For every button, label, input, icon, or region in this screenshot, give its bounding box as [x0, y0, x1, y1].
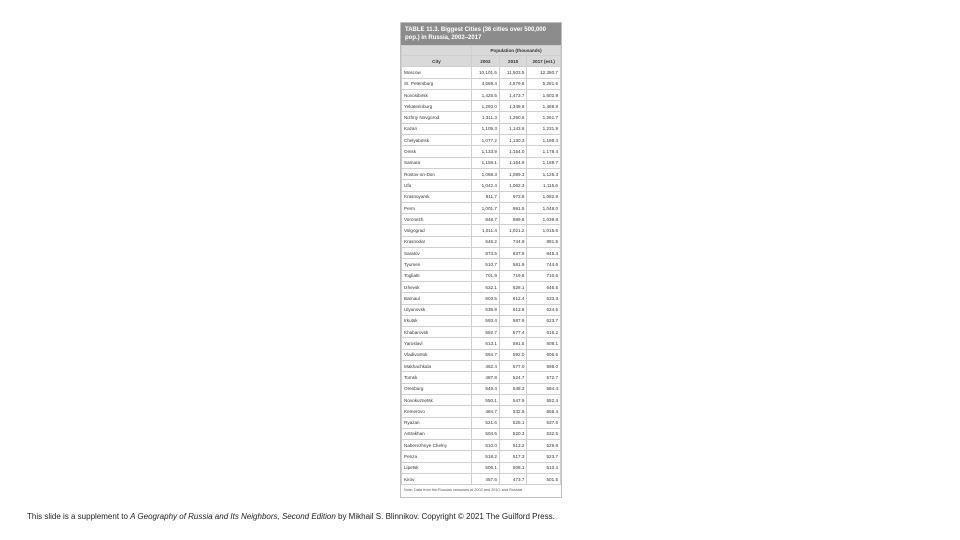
- population-cell: 1,261.7: [527, 112, 561, 123]
- population-cell: 473.7: [499, 473, 527, 484]
- population-cell: 744.9: [499, 236, 527, 247]
- city-name-cell: Kemerovo: [402, 406, 472, 417]
- population-cell: 462.4: [471, 361, 499, 372]
- population-cell: 524.7: [499, 372, 527, 383]
- population-cell: 1,468.8: [527, 101, 561, 112]
- cities-table: [401, 45, 561, 485]
- col-header-2010: 2010: [499, 56, 527, 67]
- population-cell: 1,048.0: [527, 202, 561, 213]
- population-cell: 577.4: [499, 327, 527, 338]
- population-cell: 525.1: [499, 417, 527, 428]
- population-cell: 710.6: [527, 270, 561, 281]
- population-cell: 587.9: [499, 315, 527, 326]
- population-cell: 11,503.5: [499, 67, 527, 78]
- population-table-figure: [400, 22, 562, 498]
- population-cell: 1,130.3: [499, 135, 527, 146]
- table-row: [402, 428, 561, 439]
- population-cell: 1,154.0: [499, 146, 527, 157]
- table-row: [402, 440, 561, 451]
- population-cell: 517.3: [499, 451, 527, 462]
- population-cell: 1,349.8: [499, 101, 527, 112]
- population-cell: 845.3: [527, 248, 561, 259]
- population-cell: 550.1: [471, 394, 499, 405]
- slide-footer: [27, 512, 555, 521]
- population-cell: 577.0: [499, 361, 527, 372]
- city-name-cell: Novokuznetsk: [402, 394, 472, 405]
- table-row: [402, 259, 561, 270]
- population-cell: 1,042.4: [471, 180, 499, 191]
- population-cell: 1,164.9: [499, 157, 527, 168]
- population-cell: 506.1: [471, 462, 499, 473]
- city-name-cell: Volgograd: [402, 225, 472, 236]
- population-cell: 518.2: [471, 451, 499, 462]
- population-cell: 510.0: [471, 440, 499, 451]
- population-cell: 592.0: [499, 349, 527, 360]
- population-cell: 1,015.6: [527, 225, 561, 236]
- table-row: [402, 304, 561, 315]
- population-cell: 1,001.7: [471, 202, 499, 213]
- population-cell: 4,669.4: [471, 78, 499, 89]
- footer-book-title: A Geography of Russia and Its Neighbors, Second Edition: [130, 512, 336, 521]
- population-cell: 612.4: [499, 293, 527, 304]
- city-name-cell: Yaroslavl: [402, 338, 472, 349]
- population-cell: 1,311.3: [471, 112, 499, 123]
- table-row: [402, 180, 561, 191]
- population-cell: 504.5: [471, 428, 499, 439]
- footer-suffix: by Mikhail S. Blinnikov. Copyright © 2021 The Guilford Press.: [335, 512, 555, 521]
- city-name-cell: Samara: [402, 157, 472, 168]
- table-row: [402, 462, 561, 473]
- population-cell: 1,115.6: [527, 180, 561, 191]
- table-note: Note: Data from the Russian censuses of 2002 and 2010, and Rosstat.: [404, 488, 524, 493]
- col-header-2017: 2017 (est.): [527, 56, 561, 67]
- population-cell: 881.5: [527, 236, 561, 247]
- table-row: [402, 394, 561, 405]
- city-name-cell: Moscow: [402, 67, 472, 78]
- population-cell: 889.6: [499, 214, 527, 225]
- city-name-cell: Lipetsk: [402, 462, 472, 473]
- table-row: [402, 146, 561, 157]
- table-row: [402, 135, 561, 146]
- population-cell: 487.8: [471, 372, 499, 383]
- population-cell: 484.7: [471, 406, 499, 417]
- city-name-cell: Astrakhan: [402, 428, 472, 439]
- city-name-cell: Penza: [402, 451, 472, 462]
- population-cell: 1,602.9: [527, 89, 561, 100]
- population-cell: 552.4: [527, 394, 561, 405]
- population-cell: 582.7: [471, 327, 499, 338]
- population-cell: 510.7: [471, 259, 499, 270]
- table-row: [402, 270, 561, 281]
- population-cell: 5,281.6: [527, 78, 561, 89]
- table-row: [402, 157, 561, 168]
- table-row: [402, 338, 561, 349]
- table-row: [402, 112, 561, 123]
- city-name-cell: Naberezhnye Chelny: [402, 440, 472, 451]
- city-name-cell: Khabarovsk: [402, 327, 472, 338]
- population-cell: 529.8: [527, 440, 561, 451]
- population-cell: 1,125.3: [527, 168, 561, 179]
- table-row: [402, 225, 561, 236]
- city-name-cell: Barnaul: [402, 293, 472, 304]
- city-name-cell: Kazan: [402, 123, 472, 134]
- city-name-cell: Ulyanovsk: [402, 304, 472, 315]
- table-row: [402, 383, 561, 394]
- blank-header-cell: [402, 46, 472, 56]
- table-row: [402, 248, 561, 259]
- population-cell: 613.1: [471, 338, 499, 349]
- table-row: [402, 202, 561, 213]
- population-cell: 873.5: [471, 248, 499, 259]
- table-row: [402, 417, 561, 428]
- population-cell: 521.6: [471, 417, 499, 428]
- col-header-2002: 2002: [471, 56, 499, 67]
- city-name-cell: Omsk: [402, 146, 472, 157]
- city-name-cell: Ryazan: [402, 417, 472, 428]
- population-cell: 1,039.8: [527, 214, 561, 225]
- population-cell: 623.7: [527, 315, 561, 326]
- population-cell: 532.9: [499, 406, 527, 417]
- table-row: [402, 214, 561, 225]
- population-cell: 613.8: [499, 304, 527, 315]
- population-cell: 646.2: [471, 236, 499, 247]
- population-cell: 598.0: [527, 361, 561, 372]
- population-cell: 1,105.3: [471, 123, 499, 134]
- table-row: [402, 236, 561, 247]
- city-name-cell: Tyumen: [402, 259, 472, 270]
- city-name-cell: Krasnodar: [402, 236, 472, 247]
- city-name-cell: Tomsk: [402, 372, 472, 383]
- population-cell: 1,158.1: [471, 157, 499, 168]
- population-cell: 556.4: [527, 406, 561, 417]
- population-cell: 1,198.4: [527, 135, 561, 146]
- population-cell: 457.6: [471, 473, 499, 484]
- population-cell: 523.7: [527, 451, 561, 462]
- city-name-cell: Yekaterinburg: [402, 101, 472, 112]
- population-cell: 991.5: [499, 202, 527, 213]
- population-cell: 537.6: [527, 417, 561, 428]
- table-row: [402, 89, 561, 100]
- table-row: [402, 168, 561, 179]
- city-name-cell: Rostov-on-Don: [402, 168, 472, 179]
- population-cell: 594.7: [471, 349, 499, 360]
- population-cell: 547.9: [499, 394, 527, 405]
- population-cell: 1,068.3: [471, 168, 499, 179]
- table-row: [402, 349, 561, 360]
- table-row: [402, 293, 561, 304]
- population-cell: 633.3: [527, 293, 561, 304]
- population-cell: 1,133.9: [471, 146, 499, 157]
- population-cell: 837.9: [499, 248, 527, 259]
- city-name-cell: Kirov: [402, 473, 472, 484]
- city-name-cell: Vladivostok: [402, 349, 472, 360]
- population-cell: 1,231.9: [527, 123, 561, 134]
- population-cell: 532.5: [527, 428, 561, 439]
- table-row: [402, 101, 561, 112]
- population-cell: 608.1: [527, 338, 561, 349]
- group-header: Population (thousands): [471, 46, 560, 56]
- population-cell: 1,082.9: [527, 191, 561, 202]
- table-row: [402, 191, 561, 202]
- population-cell: 628.1: [499, 281, 527, 292]
- population-cell: 632.1: [471, 281, 499, 292]
- table-row: [402, 361, 561, 372]
- city-name-cell: Saratov: [402, 248, 472, 259]
- population-cell: 973.8: [499, 191, 527, 202]
- population-cell: 1,473.7: [499, 89, 527, 100]
- city-name-cell: Krasnoyarsk: [402, 191, 472, 202]
- table-row: [402, 315, 561, 326]
- population-cell: 603.5: [471, 293, 499, 304]
- population-cell: 510.4: [527, 462, 561, 473]
- population-cell: 593.4: [471, 315, 499, 326]
- population-cell: 10,101.5: [471, 67, 499, 78]
- population-cell: 4,879.6: [499, 78, 527, 89]
- table-row: [402, 406, 561, 417]
- population-cell: 564.4: [527, 383, 561, 394]
- city-name-cell: Nizhny Novgorod: [402, 112, 472, 123]
- population-cell: 1,143.6: [499, 123, 527, 134]
- city-name-cell: Novosibirsk: [402, 89, 472, 100]
- city-name-cell: Ufa: [402, 180, 472, 191]
- population-cell: 12,380.7: [527, 67, 561, 78]
- population-cell: 591.5: [499, 338, 527, 349]
- city-name-cell: Voronezh: [402, 214, 472, 225]
- population-cell: 1,178.4: [527, 146, 561, 157]
- table-row: [402, 473, 561, 484]
- table-row: [402, 327, 561, 338]
- population-cell: 1,021.2: [499, 225, 527, 236]
- population-cell: 549.4: [471, 383, 499, 394]
- population-cell: 719.6: [499, 270, 527, 281]
- population-cell: 548.3: [499, 383, 527, 394]
- population-cell: 646.5: [527, 281, 561, 292]
- population-cell: 616.2: [527, 327, 561, 338]
- population-cell: 911.7: [471, 191, 499, 202]
- table-row: [402, 281, 561, 292]
- city-name-cell: Irkutsk: [402, 315, 472, 326]
- population-cell: 513.2: [499, 440, 527, 451]
- population-cell: 1,011.4: [471, 225, 499, 236]
- population-cell: 635.9: [471, 304, 499, 315]
- footer-prefix: This slide is a supplement to: [27, 512, 131, 521]
- population-cell: 1,089.3: [499, 168, 527, 179]
- population-cell: 624.5: [527, 304, 561, 315]
- table-row: [402, 451, 561, 462]
- population-cell: 848.7: [471, 214, 499, 225]
- table-row: [402, 123, 561, 134]
- population-cell: 508.1: [499, 462, 527, 473]
- population-cell: 520.3: [499, 428, 527, 439]
- city-name-cell: Orenburg: [402, 383, 472, 394]
- col-header-city: City: [402, 56, 472, 67]
- population-cell: 1,425.5: [471, 89, 499, 100]
- table-row: [402, 67, 561, 78]
- table-title: TABLE 11.3. Biggest Cities (36 cities over 500,000 pop.) in Russia, 2002–2017: [401, 23, 561, 45]
- population-cell: 1,169.7: [527, 157, 561, 168]
- population-cell: 501.5: [527, 473, 561, 484]
- population-cell: 744.6: [527, 259, 561, 270]
- city-name-cell: Perm: [402, 202, 472, 213]
- city-name-cell: Izhevsk: [402, 281, 472, 292]
- city-name-cell: Togliatti: [402, 270, 472, 281]
- city-name-cell: Chelyabinsk: [402, 135, 472, 146]
- table-row: [402, 78, 561, 89]
- population-cell: 701.9: [471, 270, 499, 281]
- population-cell: 606.6: [527, 349, 561, 360]
- population-cell: 1,062.3: [499, 180, 527, 191]
- city-name-cell: St. Petersburg: [402, 78, 472, 89]
- population-cell: 1,250.6: [499, 112, 527, 123]
- population-cell: 1,077.2: [471, 135, 499, 146]
- population-cell: 1,293.0: [471, 101, 499, 112]
- city-name-cell: Makhachkala: [402, 361, 472, 372]
- table-row: [402, 372, 561, 383]
- table-body: [402, 67, 561, 485]
- population-cell: 572.7: [527, 372, 561, 383]
- population-cell: 581.9: [499, 259, 527, 270]
